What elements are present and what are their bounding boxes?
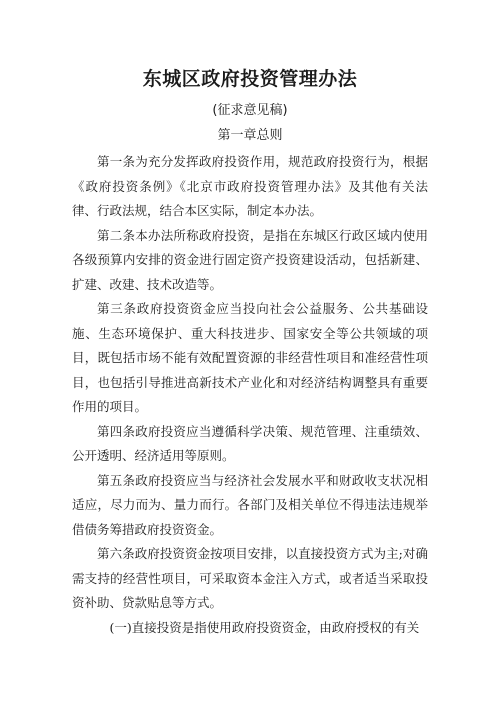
article-2: 第二条本办法所称政府投资，是指在东城区行政区域内使用各级预算内安排的资金进行固定资产投资建设活动，包括新建、扩建、改建、技术改造等。	[72, 227, 428, 292]
document-body	[72, 150, 428, 640]
chapter-heading: 第一章总则	[217, 128, 283, 143]
document-title: 东城区政府投资管理办法	[142, 68, 358, 90]
article-4: 第四条政府投资应当遵循科学决策、规范管理、注重绩效、公开透明、经济适用等原则。	[72, 423, 428, 463]
article-6: 第六条政府投资资金按项目安排，以直接投资方式为主;对确需支持的经营性项目，可采取资本金注入方式，或者适当采取投资补助、贷款贴息等方式。	[72, 546, 428, 610]
article-1: 第一条为充分发挥政府投资作用，规范政府投资行为，根据《政府投资条例》《北京市政府投资管理办法》及其他有关法律、行政法规，结合本区实际，制定本办法。	[72, 154, 428, 218]
document-subtitle: (征求意见稿)	[212, 103, 288, 118]
article-3: 第三条政府投资资金应当投向社会公益服务、公共基础设施、生态环境保护、重大科技进步、国家安全等公共领域的项目，既包括市场不能有效配置资源的非经营性项目和准经营性项目，也包括引导推进高新技术产业化和对经济结构调整具有重要作用的项目。	[72, 301, 428, 414]
article-6-item-1: (一)直接投资是指使用政府投资资金，由政府授权的有关	[109, 619, 420, 635]
article-5: 第五条政府投资应当与经济社会发展水平和财政收支状况相适应，尽力而为、量力而行。各部门及相关单位不得违法违规举借债务筹措政府投资资金。	[72, 472, 428, 537]
